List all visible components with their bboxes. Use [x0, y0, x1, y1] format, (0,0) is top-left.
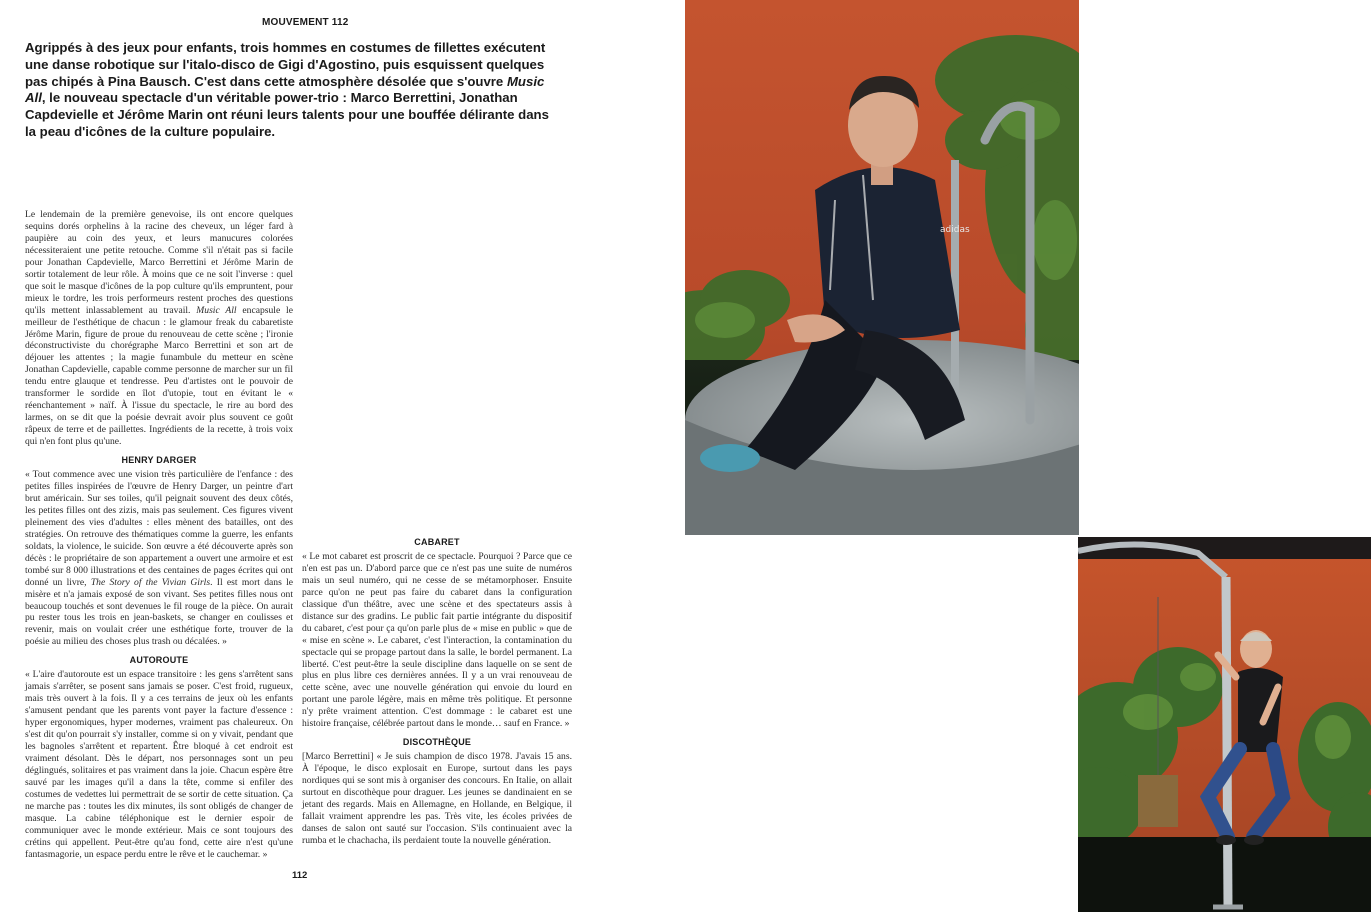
vivian-girls-title: The Story of the Vivian Girls	[90, 576, 211, 588]
intro-text-2: encapsule le meilleur de l'esthétique de chacun : le glamour freak du cabaretiste Jérôme Marin, figure de proue du renouveau de cette scène ; l'ironie déconstructiviste du chorégraphe Marco Berrettini et son art de déjouer les attentes ; la magie funambule du metteur en scène Jonathan Capdevielle, capable comme personne de marcher sur un fil tendu entre glauque et tendresse. Peu d'artistes ont le pouvoir de transformer le sordide en îlot d'utopie, tout en évitant le « réenchantement » naïf. À l'issue du spectacle, le rire au bord des larmes, on se dit que la poésie devrait avoir plus souvent ce goût râpeux de terre et de paillettes. Ingrédients de la recette, à trois voix qui n'en font plus qu'une.	[25, 304, 293, 448]
henry-darger-paragraph	[25, 469, 293, 648]
photo-climbing-performer	[1078, 537, 1371, 912]
autoroute-heading: AUTOROUTE	[129, 655, 189, 666]
photo-seated-performer	[685, 0, 1079, 535]
discotheque-paragraph: [Marco Berrettini] « Je suis champion de disco 1978. J'avais 15 ans. À l'époque, le disco explosait en Europe, surtout dans les pays nordiques qui se sont mis à organiser des concours. En Italie, on allait surtout en discothèque pour draguer. Les jeunes se dandinaient en se jetant des regards. Mais en Allemagne, en Hollande, en Belgique, il fallait vraiment apprendre les pas. Très vite, les écoles privées de danses de salon ont sauté sur l'occasion. S'ils continuaient avec la rumba et le chachacha, ils perdaient toute la nouvelle génération.	[302, 751, 572, 846]
lede-paragraph	[25, 40, 555, 141]
middle-column	[302, 537, 572, 847]
cabaret-paragraph: « Le mot cabaret est proscrit de ce spectacle. Pourquoi ? Parce que ce n'en est pas un. D'abord parce que ce n'est pas une suite de numéros mais un seul numéro, qui ne cesse de se métamorphoser. Ensuite parce qu'on ne peut pas faire du cabaret dans la configuration classique d'un théâtre, avec une scène et des spectateurs assis à distance sur des gradins. Le public fait partie intégrante du dispositif du cabaret, c'est pour ça qu'on parle plus de « mise en public » que de « mise en scène ». Le cabaret, c'est l'interaction, la contamination du spectacle qui se propage partout dans la salle, le bordel permanent. La liberté. C'est peut-être la seule discipline dans laquelle on se sent de plus en plus libre ces dernières années. Il y a un vrai renouveau de cette scène, avec une nouvelle génération qui envoie du lourd en portant une parole légère, mais en même très politique. Et personne n'y prête vraiment attention. C'est dommage : le cabaret est une histoire française, célébrée partout dans le monde… sauf en France. »	[302, 550, 572, 730]
lede-text-2: , le nouveau spectacle d'un véritable power-trio : Marco Berrettini, Jonathan Capdevielle et Jérôme Marin ont réuni leurs talents pour une bouffée délirante dans la peau d'icônes de la culture populaire.	[25, 90, 549, 139]
seated-performer-image	[685, 0, 1079, 535]
intro-show-title: Music All	[196, 304, 237, 316]
jacket-brand-label: adidas	[940, 225, 970, 235]
climbing-performer-image	[1078, 537, 1371, 912]
autoroute-paragraph: « L'aire d'autoroute est un espace transitoire : les gens s'arrêtent sans jamais s'arrêter, se posent sans jamais se poser. C'est froid, rugueux, mais très ouvert à la fois. Il y a ces terrains de jeux où les enfants s'amusent pendant que les parents vont payer la facture d'essence : hyper ergonomiques, hyper modernes, vraiment pas chaleureux. On s'est dit qu'on pourrait s'y installer, comme si on y vivait, pendant que les bagnoles s'arrêtent et repartent. Être bloqué à cet endroit est vraiment désolant. Dès le départ, nos personnages sont un peu déglingués, solitaires et pas vraiment dans la joie. Chacun espère être sauvé par les images qu'il a dans la tête, comme si enfiler des costumes de vedettes lui permettrait de se sortir de cette situation. Ça ne marche pas : toutes les dix minutes, ils sont obligés de changer de masque. La cabine téléphonique est le dernier espoir de communiquer avec le monde extérieur. Mais ce sont toujours des crétins qui appellent. Peut-être qu'au fond, cette aire n'est qu'une fantasmagorie, un espace perdu entre le rêve et le cauchemar. »	[25, 669, 293, 860]
henry-darger-text-2: . Il est mort dans le misère et n'a jamais exposé de son vivant. Ses petites filles nous ont beaucoup touchés et sont devenues le fil rouge de la pièce. On aurait pu rester tous les trois en jean-baskets, se changer en coulisses et revenir, mais on voulait créer une esthétique forte, trouver de la poésie au milieu des choses plus trash ou décalées. »	[25, 576, 293, 648]
discotheque-heading: DISCOTHÈQUE	[402, 737, 472, 748]
lede-text-1: Agrippés à des jeux pour enfants, trois hommes en costumes de fillettes exécutent une danse robotique sur l'italo-disco de Gigi d'Agostino, puis esquissent quelques pas chipés à Pina Bausch. C'est dans cette atmosphère désolée que s'ouvre	[25, 40, 546, 89]
lede-show-title: Music All	[25, 73, 545, 106]
cabaret-heading: CABARET	[414, 537, 460, 547]
section-header: MOUVEMENT 112	[262, 17, 349, 28]
henry-darger-text-1: « Tout commence avec une vision très particulière de l'enfance : des petites filles inspirées de l'œuvre de Henry Darger, un peintre d'art brut américain. Sur ses toiles, qu'il peignait souvent des deux côtés, les petites filles ont des zizis, mais pas seulement. Ces figures vivent pleinement des vies d'adultes : elles mènent des batailles, ont des stratégies. On retrouve des thématiques comme la guerre, les enfants soldats, la violence, le suicide. Son œuvre a été découverte après son décès : le propriétaire de son appartement a ouvert une armoire et est tombé sur 8 000 illustrations et des centaines de pages écrites qui ont donné un livre,	[25, 469, 293, 588]
left-column	[25, 209, 293, 861]
intro-text-1: Le lendemain de la première genevoise, ils ont encore quelques sequins dorés orphelins à la racine des cheveux, un léger fard à paupière au coin des yeux, et leurs manucures colorées nécessiteraient une petite retouche. Comme s'il n'était pas si facile pour Jonathan Capdevielle, Marco Berrettini et Jérôme Marin de sortir totalement de leur rôle. À moins que ce ne soit l'inverse : quel que soit le masque d'icônes de la pop culture qu'ils empruntent, pour mieux le tordre, les trois performeurs restent proches des questions qu'ils mettent inlassablement au travail.	[25, 209, 293, 316]
page-number: 112	[292, 870, 308, 881]
henry-darger-heading: HENRY DARGER	[121, 455, 197, 466]
intro-paragraph	[25, 209, 293, 448]
